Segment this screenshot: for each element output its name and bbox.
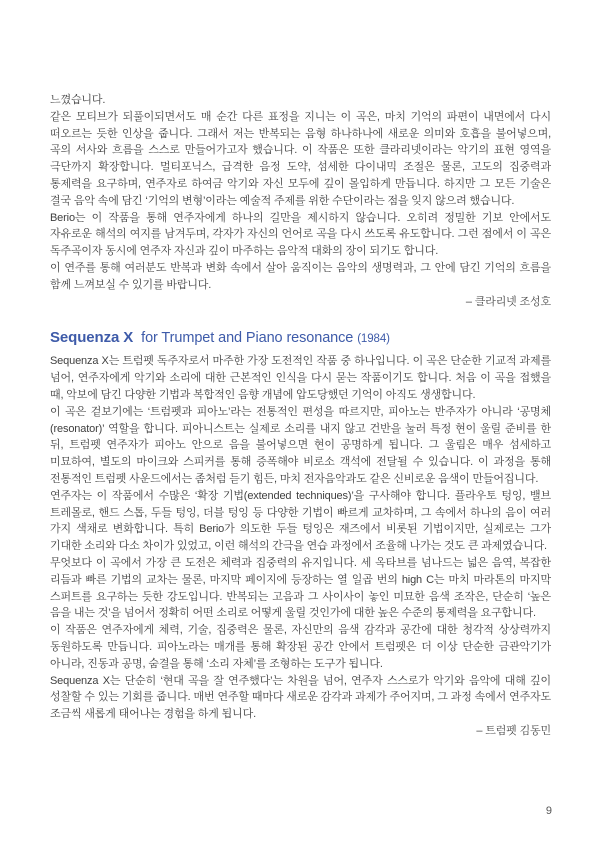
paragraph: 느꼈습니다. [50,94,106,106]
trumpet-signature: – 트럼펫 김동민 [476,724,551,737]
paragraph: 연주자는 이 작품에서 수많은 ‘확장 기법(extended techniques)’을 구사해야 합니다. 플라우토 텅잉, 밸브 트레몰로, 핸드 스톱, 두들 텅잉, 더블 텅잉 등 다양한 기법이 빠르게 교차하며, 그 속에서 하나의 음이 여러 가지 색채로 변화합니다. 특히 Berio가 의도한 두들 텅잉은 재즈에서 비롯된 기법이지만, 실제로는 그가 기대한 소리와 다소 차이가 있었고, 이런 해석의 간극을 연습 과정에서 조율해 나가는 것도 큰 과제였습니다. [50,489,551,553]
paragraph: 무엇보다 이 곡에서 가장 큰 도전은 체력과 집중력의 유지입니다. 세 옥타브를 넘나드는 넓은 음역, 복잡한 리듬과 빠른 기법의 교차는 물론, 마지막 페이지에 등장하는 열 일곱 번의 high C는 마치 마라톤의 마지막 스퍼트를 요구하는 듯한 강도입니다. 반복되는 고음과 그 사이사이 놓인 미묘한 음색 조작은, 단순히 ‘높은 음을 내는 것’을 넘어서 정확히 어떤 소리로 어떻게 울릴 것인가에 대한 높은 수준의 통제력을 요구합니다. [50,556,551,620]
clarinet-signature: – 클라리넷 조성호 [465,295,551,308]
paragraph: Sequenza X는 단순히 ‘현대 곡을 잘 연주했다’는 차원을 넘어, 연주자 스스로가 악기와 음악에 대해 깊이 성찰할 수 있는 기회를 줍니다. 매번 연주할 때마다 새로운 감각과 과제가 주어지며, 그 과정 속에서 연주자도 조금씩 새롭게 태어나는 경험을 하게 됩니다. [50,674,551,721]
sequenza-title: Sequenza X [50,329,134,347]
sequenza-subtitle: for Trumpet and Piano resonance [141,330,354,347]
trumpet-note-section [50,353,551,739]
paragraph: 이 연주를 통해 여러분도 반복과 변화 속에서 살아 움직이는 음악의 생명력과, 그 안에 담긴 기억의 흐름을 함께 느껴보실 수 있기를 바랍니다. [50,261,551,291]
paragraph: Berio는 이 작품을 통해 연주자에게 하나의 길만을 제시하지 않습니다. 오히려 정밀한 기보 안에서도 자유로운 해석의 여지를 남겨두며, 각자가 자신의 언어로 곡을 다시 쓰도록 유도합니다. 그런 점에서 이 곡은 독주곡이자 동시에 연주자 자신과 깊이 마주하는 음악적 대화의 장이 되기도 합니다. [50,211,551,258]
page-content [50,92,551,740]
sequenza-year: (1984) [357,333,390,346]
paragraph: Sequenza X는 트럼펫 독주자로서 마주한 가장 도전적인 작품 중 하나입니다. 이 곡은 단순한 기교적 과제를 넘어, 연주자에게 악기와 소리에 대한 근본적인 인식을 다시 묻는 작품이기도 합니다. 처음 이 곡을 접했을 때, 악보에 담긴 다양한 기법과 복합적인 음향 개념에 압도당했던 기억이 아직도 생생합니다. [50,355,551,401]
paragraph: 이 작품은 연주자에게 체력, 기술, 집중력은 물론, 자신만의 음색 감각과 공간에 대한 청각적 상상력까지 동원하도록 만듭니다. 피아노라는 매개를 통해 확장된 공간 안에서 트럼펫은 더 이상 단순한 금관악기가 아니라, 진동과 공명, 숨결을 통해 ‘소리 자체’를 조형하는 도구가 됩니다. [50,624,551,670]
paragraph: 이 곡은 겉보기에는 ‘트럼펫과 피아노’라는 전통적인 편성을 따르지만, 피아노는 반주자가 아니라 ‘공명체(resonator)’ 역할을 합니다. 피아니스트는 실제로 소리를 내지 않고 건반을 눌러 특정 현이 울릴 준비를 한 뒤, 트럼펫 연주자가 피아노 안으로 음을 불어넣으면 현이 공명하게 됩니다. 그 울림은 매우 섬세하고 미묘하여, 별도의 마이크와 스피커를 통해 증폭해야 비로소 객석에 전달될 수 있습니다. 이 과정을 통해 전통적인 트럼펫 사운드에서는 좀처럼 듣기 힘든, 마치 전자음악과도 같은 신비로운 음색이 만들어집니다. [50,405,551,485]
paragraph: 같은 모티브가 되풀이되면서도 매 순간 다른 표정을 지니는 이 곡은, 마치 기억의 파편이 내면에서 다시 떠오르는 듯한 인상을 줍니다. 그래서 저는 반복되는 음형 하나하나에 새로운 의미와 호흡을 불어넣으며, 곡의 서사와 흐름을 스스로 만들어가고자 했습니다. 이 작품은 또한 클라리넷이라는 악기의 표현 영역을 극단까지 확장합니다. 멀티포닉스, 급격한 음정 도약, 섬세한 다이내믹 조절은 물론, 고도의 집중력과 통제력을 요구하며, 연주자로 하여금 악기와 자신 모두에 깊이 몰입하게 만듭니다. 하지만 그 모든 기술은 결국 음악 속에 담긴 ‘기억의 변형’이라는 예술적 주제를 위한 수단이라는 점을 잊지 않으려 했습니다. [50,110,551,207]
clarinet-note-section [50,92,551,310]
sequenza-heading [50,328,551,349]
page-number: 9 [545,805,552,817]
